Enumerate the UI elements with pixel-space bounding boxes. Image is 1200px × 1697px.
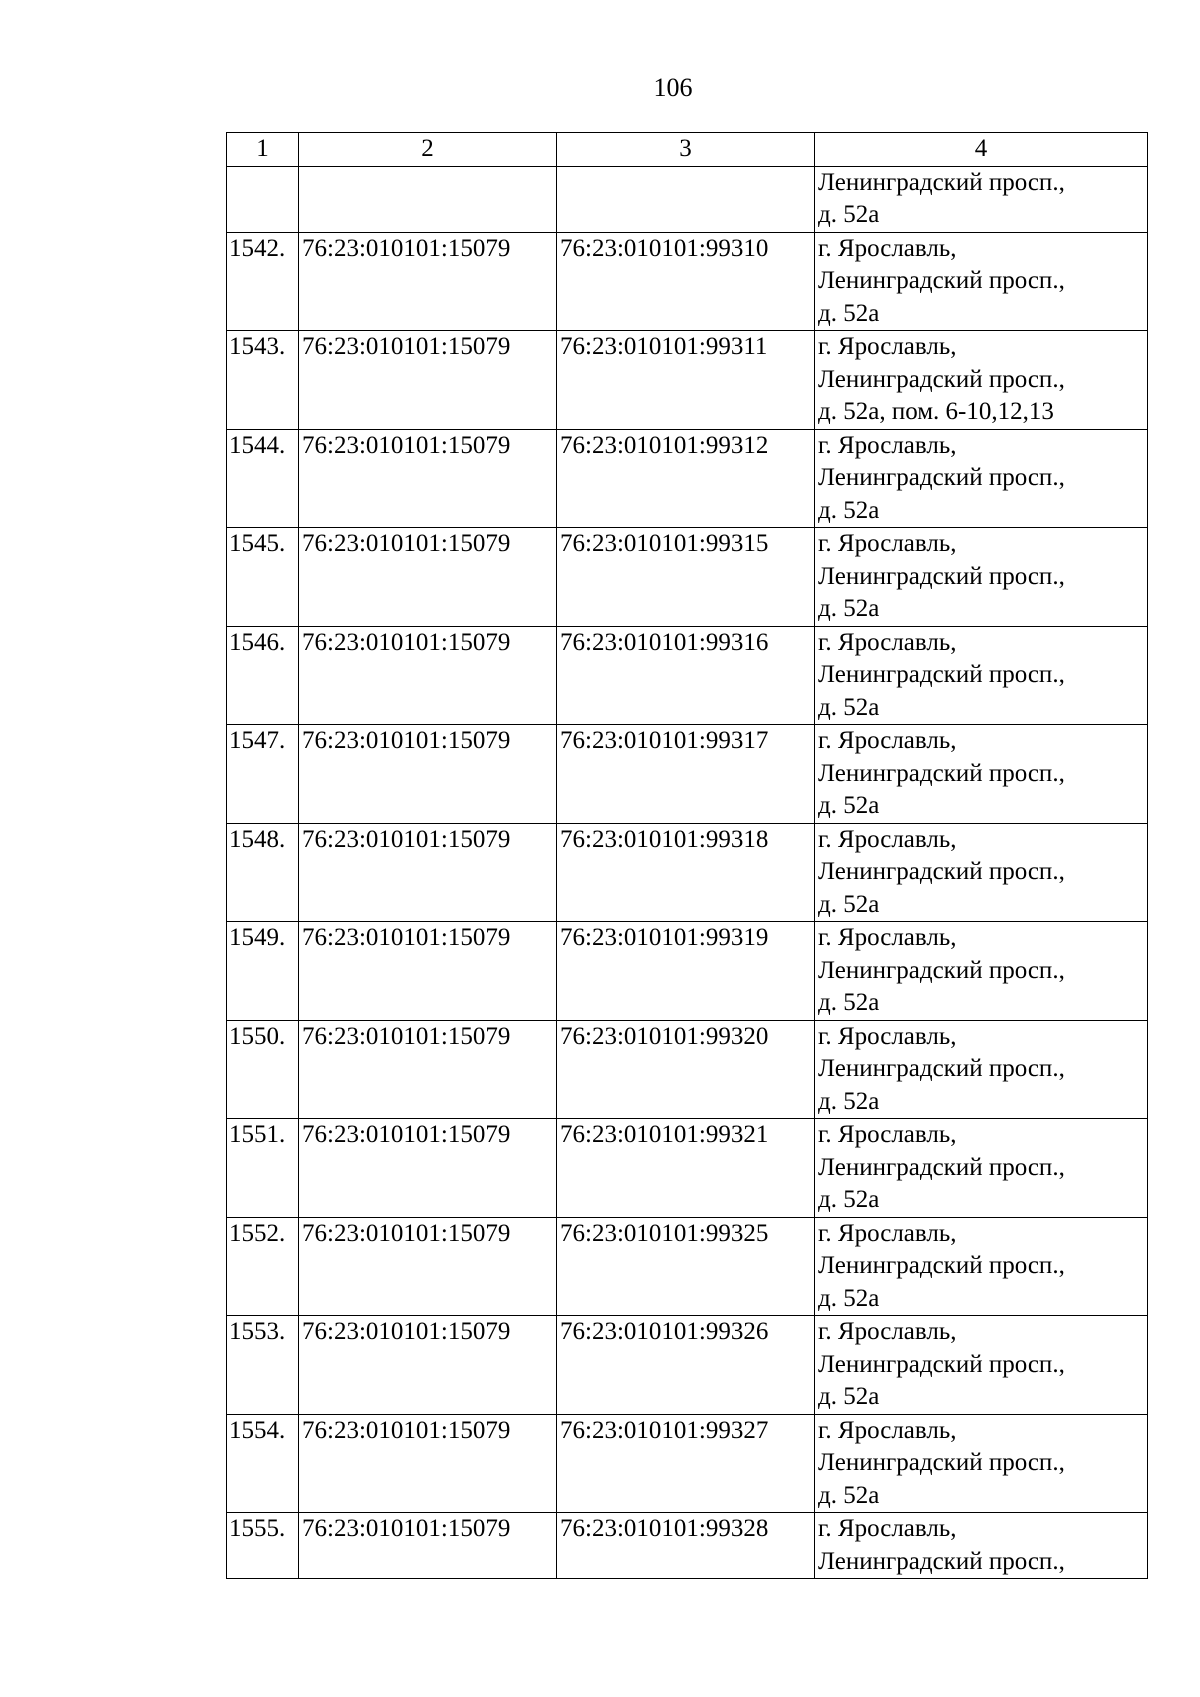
table-row bbox=[227, 1020, 1148, 1119]
address-line: г. Ярославль, bbox=[818, 727, 957, 754]
row-number-cell: 1548. bbox=[227, 823, 299, 922]
header-cell-4: 4 bbox=[815, 133, 1148, 167]
address-line: д. 52а bbox=[818, 201, 880, 228]
row-number-cell: 1551. bbox=[227, 1119, 299, 1218]
cadastral-number-cell: 76:23:010101:15079 bbox=[299, 232, 557, 331]
row-number-cell: 1546. bbox=[227, 626, 299, 725]
address-line: д. 52а bbox=[818, 693, 880, 721]
cadastral-number-cell: 76:23:010101:15079 bbox=[299, 626, 557, 725]
row-number-cell bbox=[227, 166, 299, 232]
object-cadastral-number-cell: 76:23:010101:99328 bbox=[557, 1513, 815, 1579]
address-line: г. Ярославль, bbox=[818, 1121, 957, 1148]
row-number-cell: 1553. bbox=[227, 1316, 299, 1415]
row-number-cell: 1549. bbox=[227, 922, 299, 1021]
address-line: Ленинградский просп., bbox=[818, 1350, 1065, 1378]
object-cadastral-number-cell: 76:23:010101:99325 bbox=[557, 1217, 815, 1316]
address-line: Ленинградский просп., bbox=[818, 1547, 1065, 1575]
address-line: д. 52а bbox=[818, 792, 880, 819]
address-line: г. Ярославль, bbox=[818, 1416, 957, 1444]
address-cell bbox=[815, 1020, 1148, 1119]
header-cell-1: 1 bbox=[227, 133, 299, 167]
address-line: Ленинградский просп., bbox=[818, 1449, 1065, 1476]
table-row bbox=[227, 528, 1148, 627]
address-line: г. Ярославль, bbox=[818, 234, 957, 262]
address-line: д. 52а bbox=[818, 890, 880, 918]
address-cell bbox=[815, 823, 1148, 922]
object-cadastral-number-cell: 76:23:010101:99312 bbox=[557, 429, 815, 528]
address-cell bbox=[815, 1119, 1148, 1218]
registry-table bbox=[226, 132, 1148, 1579]
cadastral-number-cell: 76:23:010101:15079 bbox=[299, 1020, 557, 1119]
address-line: Ленинградский просп., bbox=[818, 267, 1065, 294]
table-row bbox=[227, 725, 1148, 824]
address-cell bbox=[815, 528, 1148, 627]
address-line: д. 52а bbox=[818, 1481, 880, 1509]
address-cell bbox=[815, 725, 1148, 824]
address-line: Ленинградский просп., bbox=[818, 365, 1065, 393]
address-line: д. 52а bbox=[818, 989, 880, 1016]
address-line: д. 52а bbox=[818, 1284, 880, 1312]
address-cell bbox=[815, 1217, 1148, 1316]
table-row bbox=[227, 1414, 1148, 1513]
header-cell-2: 2 bbox=[299, 133, 557, 167]
row-number-cell: 1542. bbox=[227, 232, 299, 331]
row-number-cell: 1544. bbox=[227, 429, 299, 528]
header-row bbox=[227, 133, 1148, 167]
header-cell-3: 3 bbox=[557, 133, 815, 167]
address-line: г. Ярославль, bbox=[818, 1022, 957, 1050]
cadastral-number-cell: 76:23:010101:15079 bbox=[299, 528, 557, 627]
address-line: д. 52а, пом. 6-10,12,13 bbox=[818, 398, 1054, 425]
row-number-cell: 1547. bbox=[227, 725, 299, 824]
table-row bbox=[227, 429, 1148, 528]
address-cell bbox=[815, 232, 1148, 331]
object-cadastral-number-cell: 76:23:010101:99320 bbox=[557, 1020, 815, 1119]
table-row bbox=[227, 331, 1148, 430]
object-cadastral-number-cell: 76:23:010101:99327 bbox=[557, 1414, 815, 1513]
object-cadastral-number-cell bbox=[557, 166, 815, 232]
address-line: Ленинградский просп., bbox=[818, 1153, 1065, 1181]
cadastral-number-cell: 76:23:010101:15079 bbox=[299, 1119, 557, 1218]
address-line: Ленинградский просп., bbox=[818, 1252, 1065, 1279]
address-line: Ленинградский просп., bbox=[818, 759, 1065, 787]
object-cadastral-number-cell: 76:23:010101:99317 bbox=[557, 725, 815, 824]
address-line: г. Ярославль, bbox=[818, 333, 957, 360]
table-row bbox=[227, 922, 1148, 1021]
object-cadastral-number-cell: 76:23:010101:99315 bbox=[557, 528, 815, 627]
table-row bbox=[227, 1513, 1148, 1579]
page-number: 106 bbox=[653, 73, 693, 102]
cadastral-number-cell: 76:23:010101:15079 bbox=[299, 1513, 557, 1579]
cadastral-number-cell: 76:23:010101:15079 bbox=[299, 1316, 557, 1415]
object-cadastral-number-cell: 76:23:010101:99311 bbox=[557, 331, 815, 430]
cadastral-number-cell: 76:23:010101:15079 bbox=[299, 725, 557, 824]
table-row bbox=[227, 1316, 1148, 1415]
address-cell bbox=[815, 1513, 1148, 1579]
object-cadastral-number-cell: 76:23:010101:99326 bbox=[557, 1316, 815, 1415]
table-row bbox=[227, 1217, 1148, 1316]
address-line: г. Ярославль, bbox=[818, 924, 957, 951]
row-number-cell: 1555. bbox=[227, 1513, 299, 1579]
address-line: Ленинградский просп., bbox=[818, 1055, 1065, 1082]
address-cell bbox=[815, 922, 1148, 1021]
object-cadastral-number-cell: 76:23:010101:99318 bbox=[557, 823, 815, 922]
row-number-cell: 1543. bbox=[227, 331, 299, 430]
table-body bbox=[227, 166, 1148, 1579]
address-line: Ленинградский просп., bbox=[818, 858, 1065, 885]
address-cell bbox=[815, 1316, 1148, 1415]
address-cell bbox=[815, 166, 1148, 232]
address-line: д. 52а bbox=[818, 1087, 880, 1115]
row-number-cell: 1545. bbox=[227, 528, 299, 627]
address-line: г. Ярославль, bbox=[818, 1318, 957, 1345]
address-line: д. 52а bbox=[818, 595, 880, 622]
address-line: г. Ярославль, bbox=[818, 825, 957, 853]
table-row bbox=[227, 232, 1148, 331]
address-line: д. 52а bbox=[818, 496, 880, 524]
address-line: г. Ярославль, bbox=[818, 1219, 957, 1247]
cadastral-number-cell: 76:23:010101:15079 bbox=[299, 823, 557, 922]
object-cadastral-number-cell: 76:23:010101:99316 bbox=[557, 626, 815, 725]
cadastral-number-cell bbox=[299, 166, 557, 232]
address-line: Ленинградский просп., bbox=[818, 956, 1065, 984]
address-line: г. Ярославль, bbox=[818, 431, 957, 459]
cadastral-number-cell: 76:23:010101:15079 bbox=[299, 331, 557, 430]
row-number-cell: 1550. bbox=[227, 1020, 299, 1119]
address-line: Ленинградский просп., bbox=[818, 168, 1065, 196]
object-cadastral-number-cell: 76:23:010101:99319 bbox=[557, 922, 815, 1021]
address-line: д. 52а bbox=[818, 1186, 880, 1213]
address-line: Ленинградский просп., bbox=[818, 464, 1065, 491]
cadastral-number-cell: 76:23:010101:15079 bbox=[299, 429, 557, 528]
address-line: д. 52а bbox=[818, 299, 880, 327]
address-cell bbox=[815, 1414, 1148, 1513]
row-number-cell: 1554. bbox=[227, 1414, 299, 1513]
address-line: г. Ярославль, bbox=[818, 530, 957, 557]
table-row bbox=[227, 166, 1148, 232]
table-row bbox=[227, 1119, 1148, 1218]
table-row bbox=[227, 626, 1148, 725]
address-line: г. Ярославль, bbox=[818, 1515, 957, 1542]
object-cadastral-number-cell: 76:23:010101:99310 bbox=[557, 232, 815, 331]
address-cell bbox=[815, 626, 1148, 725]
object-cadastral-number-cell: 76:23:010101:99321 bbox=[557, 1119, 815, 1218]
cadastral-number-cell: 76:23:010101:15079 bbox=[299, 1217, 557, 1316]
cadastral-number-cell: 76:23:010101:15079 bbox=[299, 922, 557, 1021]
address-cell bbox=[815, 429, 1148, 528]
address-line: Ленинградский просп., bbox=[818, 661, 1065, 688]
address-line: Ленинградский просп., bbox=[818, 562, 1065, 590]
table-row bbox=[227, 823, 1148, 922]
table-header bbox=[227, 133, 1148, 167]
row-number-cell: 1552. bbox=[227, 1217, 299, 1316]
cadastral-number-cell: 76:23:010101:15079 bbox=[299, 1414, 557, 1513]
address-cell bbox=[815, 331, 1148, 430]
address-line: г. Ярославль, bbox=[818, 628, 957, 656]
address-line: д. 52а bbox=[818, 1383, 880, 1410]
